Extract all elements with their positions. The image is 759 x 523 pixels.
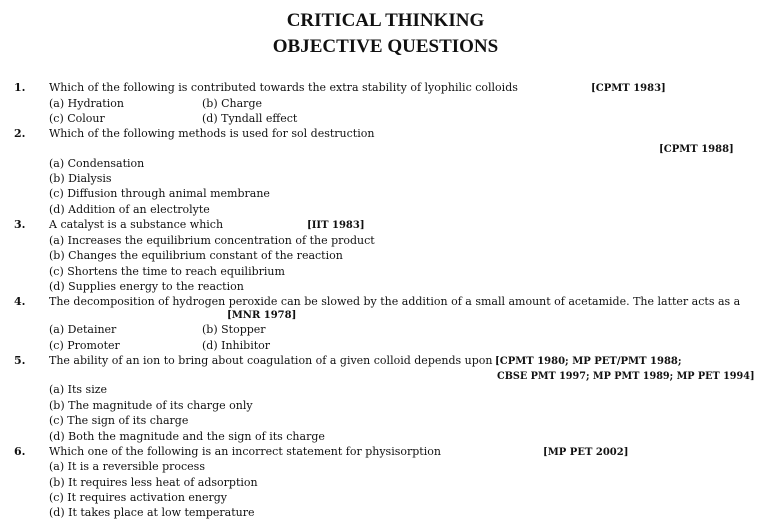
option-a: (a) Its size (49, 383, 108, 396)
question-number: 6. (14, 445, 26, 458)
option-a: (a) Detainer (49, 323, 117, 336)
option-c: (c) Diffusion through animal membrane (49, 187, 270, 200)
option-d: (d) Inhibitor (202, 339, 271, 352)
option-a: (a) Condensation (49, 157, 145, 170)
question-number: 4. (14, 295, 26, 308)
option-c: (c) The sign of its charge (49, 414, 189, 427)
question-reference-line1: [CPMT 1980; MP PET/PMT 1988; (495, 356, 682, 367)
question-text: The ability of an ion to bring about coagulation of a given colloid depends upon (49, 354, 493, 367)
option-c: (c) Shortens the time to reach equilibrium (49, 265, 285, 278)
question-reference: [CPMT 1983] (591, 83, 666, 94)
option-b: (b) It requires less heat of adsorption (49, 476, 258, 489)
option-d: (d) Supplies energy to the reaction (49, 280, 244, 293)
option-a: (a) It is a reversible process (49, 460, 205, 473)
option-a: (a) Increases the equilibrium concentration of the product (49, 234, 375, 247)
option-c: (c) It requires activation energy (49, 491, 228, 504)
option-d: (d) Tyndall effect (202, 112, 298, 125)
option-b: (b) Charge (202, 97, 262, 110)
option-c: (c) Promoter (49, 339, 120, 352)
question-reference: [IIT 1983] (307, 220, 365, 231)
question-number: 2. (14, 127, 26, 140)
option-b: (b) Stopper (202, 323, 266, 336)
question-text: A catalyst is a substance which (49, 218, 224, 231)
option-b: (b) Changes the equilibrium constant of the reaction (49, 249, 343, 262)
option-b: (b) Dialysis (49, 172, 112, 185)
question-number: 3. (14, 218, 26, 231)
question-text: The decomposition of hydrogen peroxide can be slowed by the addition of a small amount of acetamide. The latter acts as a (49, 295, 741, 308)
option-c: (c) Colour (49, 112, 105, 125)
question-number: 5. (14, 354, 26, 367)
option-b: (b) The magnitude of its charge only (49, 399, 253, 412)
question-reference-line2: CBSE PMT 1997; MP PMT 1989; MP PET 1994] (497, 371, 755, 382)
question-text: Which of the following is contributed towards the extra stability of lyophilic colloids (49, 81, 518, 94)
page-title: CRITICAL THINKING (286, 10, 485, 31)
question-reference: [MNR 1978] (227, 310, 297, 321)
option-d: (d) Both the magnitude and the sign of its charge (49, 430, 325, 443)
question-text: Which of the following methods is used for sol destruction (49, 127, 375, 140)
option-d: (d) Addition of an electrolyte (49, 203, 210, 216)
question-reference: [CPMT 1988] (659, 144, 734, 155)
page-subtitle: OBJECTIVE QUESTIONS (272, 36, 499, 57)
question-text: Which one of the following is an incorrect statement for physisorption (49, 445, 441, 458)
question-number: 1. (14, 81, 26, 94)
question-reference: [MP PET 2002] (543, 447, 629, 458)
option-a: (a) Hydration (49, 97, 124, 110)
option-d: (d) It takes place at low temperature (49, 506, 255, 519)
